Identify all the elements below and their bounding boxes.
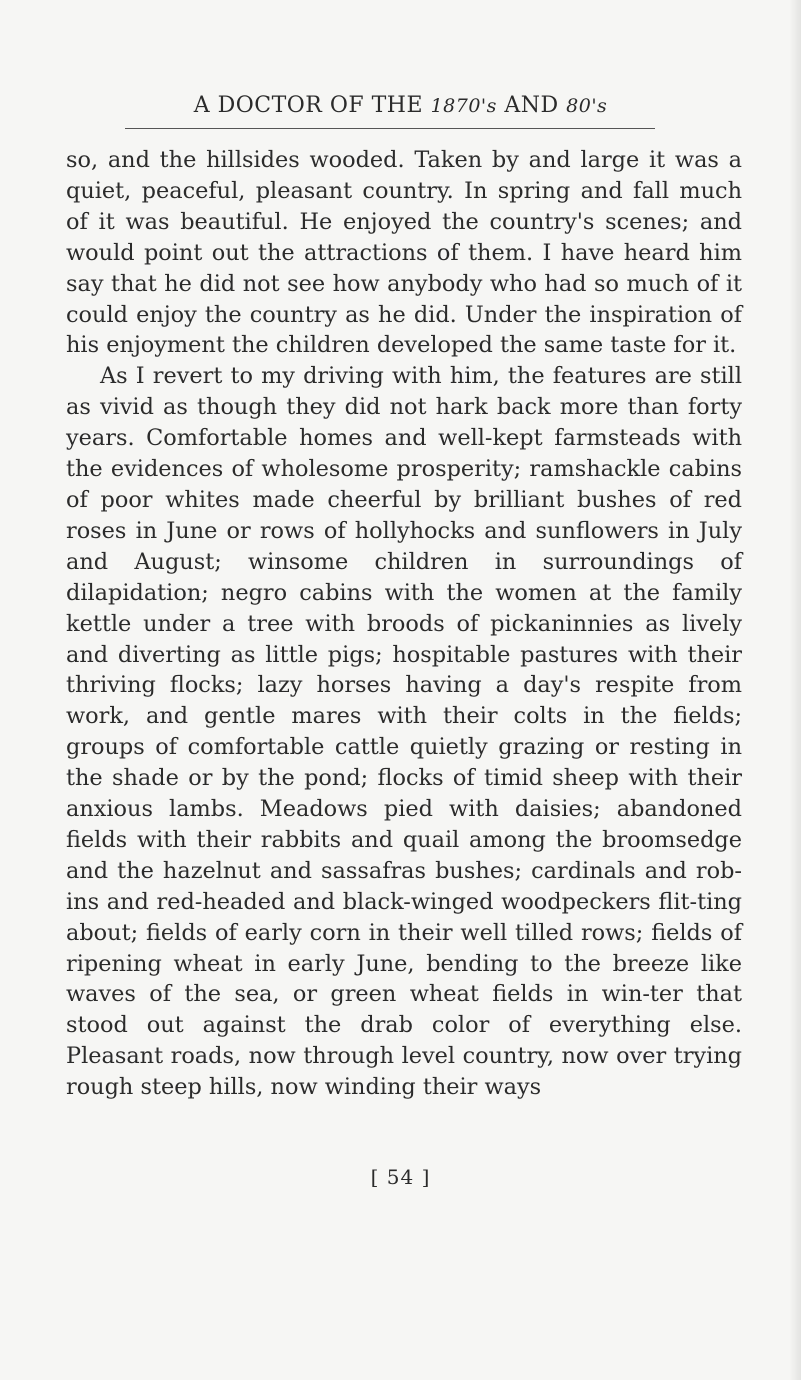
page-number: [ 54 ] [370,1165,431,1189]
body-text [66,145,742,1103]
decade-1870s: 1870's [430,95,497,117]
paragraph-driving-memories: As I revert to my driving with him, the features are still as vivid as though they did not hark back more than forty years. Comfortable homes and well-kept farmsteads with the evidences of wholesome prosperity; ramshackle cabins of poor whites made cheerful by brilliant bushes of red roses in June or rows of hollyhocks and sunflowers in July and August; winsome children in surroundings of dilapidation; negro cabins with the women at the family kettle under a tree with broods of pickaninnies as lively and diverting as little pigs; hospitable pastures with their thriving flocks; lazy horses having a day's respite from work, and gentle mares with their colts in the fields; groups of comfortable cattle quietly grazing or resting in the shade or by the pond; flocks of timid sheep with their anxious lambs. Meadows pied with daisies; abandoned fields with their rabbits and quail among the broomsedge and the hazelnut and sassafras bushes; cardinals and rob-ins and red-headed and black-winged woodpeckers flit-ting about; fields of early corn in their well tilled rows; fields of ripening wheat in early June, bending to the breeze like waves of the sea, or green wheat fields in win-ter that stood out against the drab color of everything else. Pleasant roads, now through level country, now over trying rough steep hills, now winding their ways [66,363,742,1101]
decade-80s: 80's [566,95,608,117]
header-rule [125,128,655,129]
paragraph-continuation: so, and the hillsides wooded. Taken by and large it was a quiet, peaceful, pleasant country. In spring and fall much of it was beautiful. He enjoyed the country's scenes; and would point out the attractions of them. I have heard him say that he did not see how anybody who had so much of it could enjoy the country as he did. Under the inspiration of his enjoyment the children developed the same taste for it. [66,147,742,359]
running-head: A DOCTOR OF THE 1870's AND 80's [193,93,608,118]
